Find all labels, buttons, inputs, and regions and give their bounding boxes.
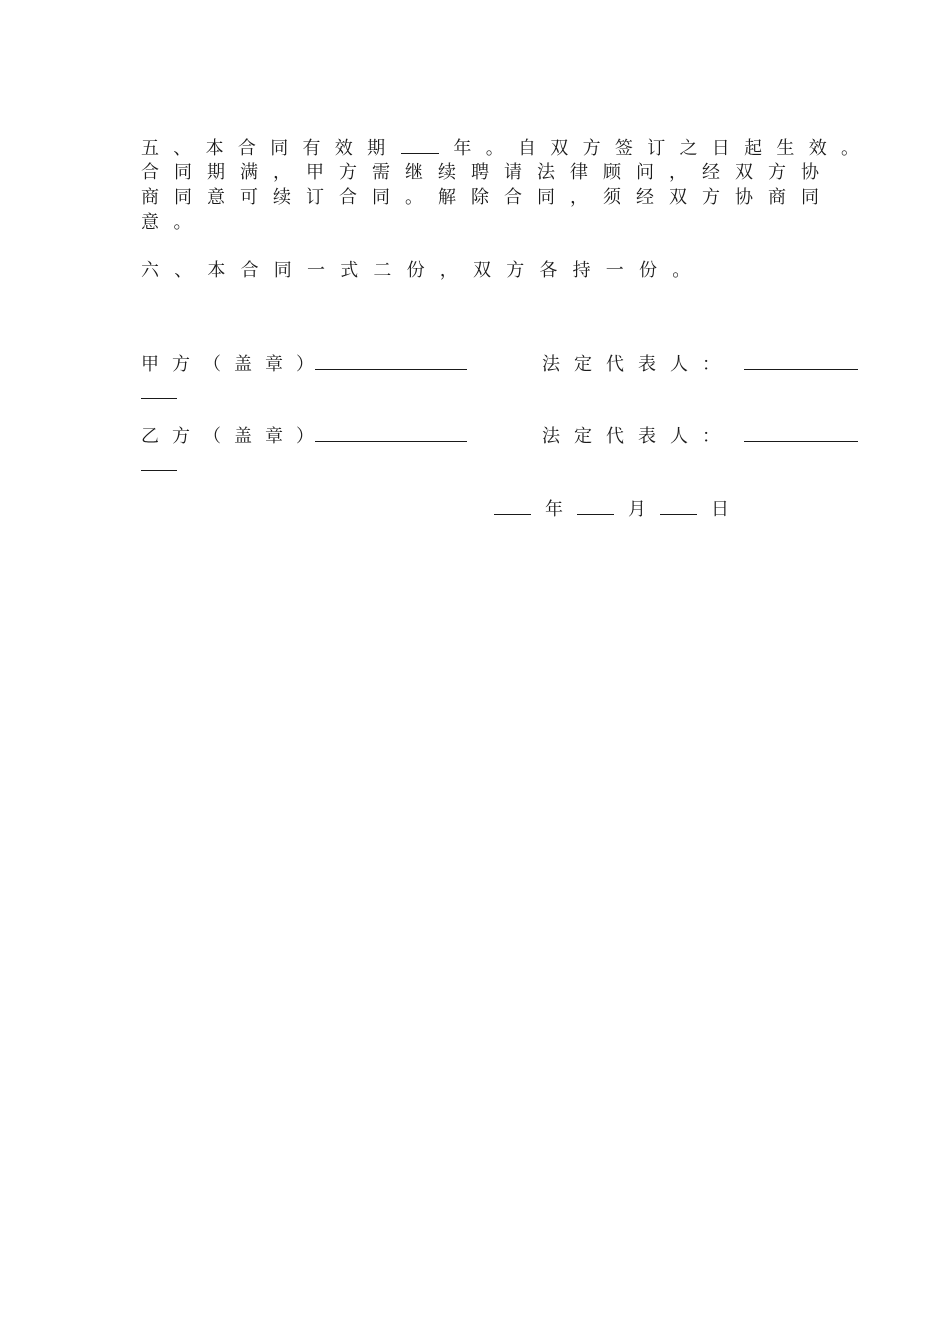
party-a-signature-row [141, 353, 876, 377]
signing-date [494, 498, 743, 522]
party-b-seal [141, 425, 467, 449]
clause-five-line-1 [141, 137, 876, 161]
party-a-seal-blank [315, 353, 467, 370]
party-a-label: 甲方（盖章） [141, 354, 327, 375]
year-label: 年 [545, 499, 563, 520]
party-a-legal-rep-blank [744, 353, 858, 370]
month-label: 月 [628, 499, 646, 520]
clause-five-line-3: 商同意可续订合同。解除合同，须经双方协商同 [141, 187, 834, 208]
year-blank [494, 498, 531, 515]
party-b-seal-blank [315, 425, 467, 442]
party-b-label: 乙方（盖章） [141, 426, 327, 447]
party-a-seal [141, 353, 467, 377]
clause-six: 六、本合同一式二份，双方各持一份。 [141, 260, 706, 281]
party-a-legal-rep [542, 353, 858, 377]
party-b-legal-rep [542, 425, 858, 449]
clause-five-text-b: 年。自双方签订之日起生效。 [453, 138, 874, 159]
party-b-signature-row [141, 425, 876, 449]
clause-five-line-2: 合同期满，甲方需继续聘请法律顾问，经双方协 [141, 162, 834, 183]
clause-five-text-a: 五、本合同有效期 [141, 138, 400, 159]
party-a-legal-rep-label: 法定代表人： [542, 354, 734, 375]
clause-five-line-4: 意。 [141, 212, 206, 233]
month-blank [577, 498, 614, 515]
party-b-wrap-blank [141, 470, 177, 471]
term-years-blank [401, 137, 439, 154]
party-a-wrap-blank [141, 398, 177, 399]
party-b-legal-rep-blank [744, 425, 858, 442]
day-blank [660, 498, 697, 515]
day-label: 日 [711, 499, 729, 520]
party-b-legal-rep-label: 法定代表人： [542, 426, 734, 447]
